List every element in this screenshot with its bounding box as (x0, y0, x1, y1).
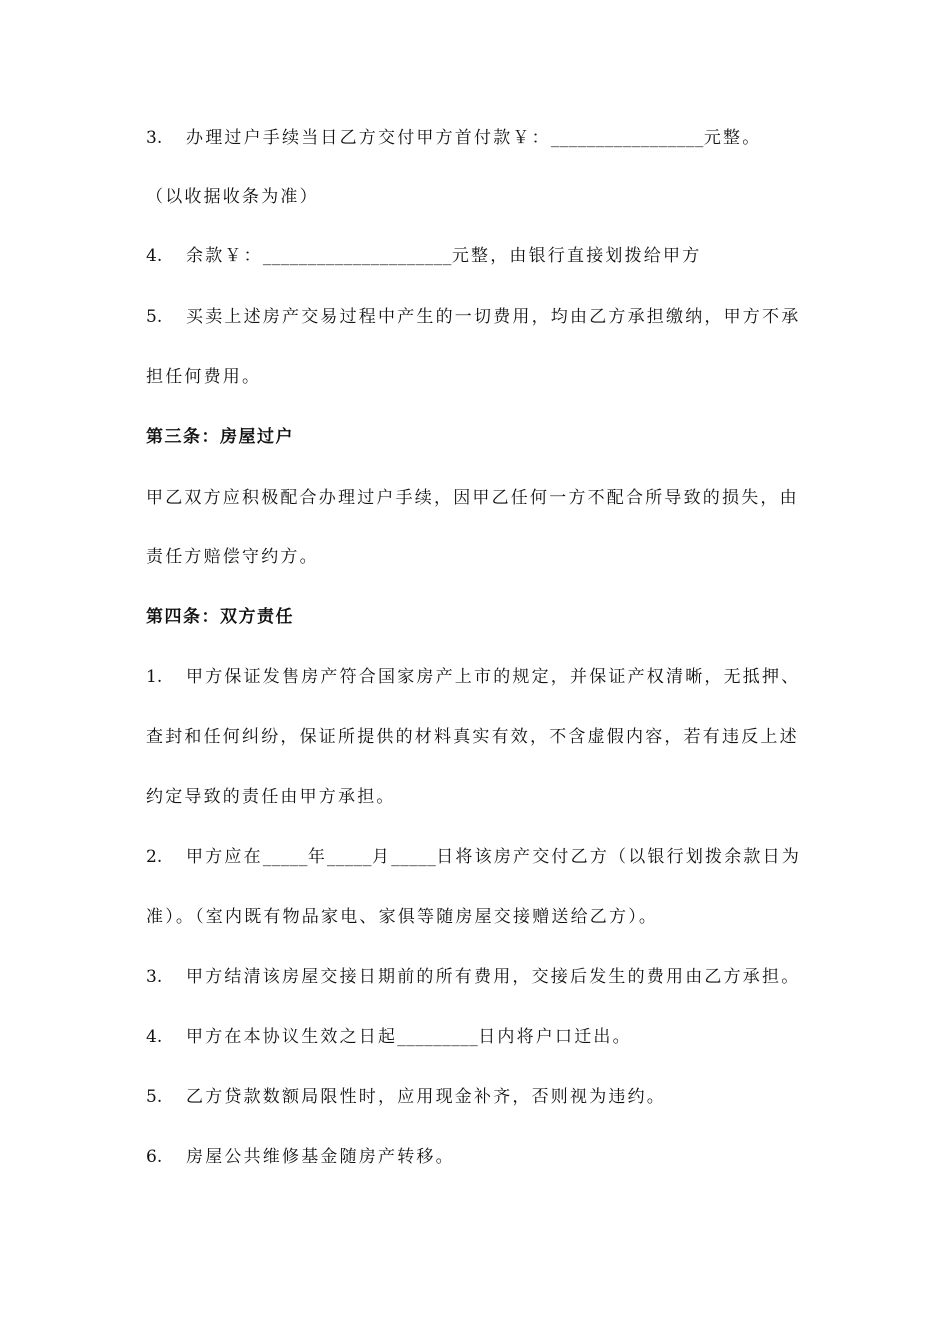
balance-line (146, 245, 701, 267)
down-payment-blank: _________________ (550, 128, 704, 148)
article-4-heading: 第四条：双方责任 (146, 607, 294, 627)
month-blank: _____ (327, 847, 373, 867)
article-3-heading: 第三条：房屋过户 (146, 427, 294, 447)
duty-2-cont: 准）。（室内既有物品家电、家俱等随房屋交接赠送给乙方）。 (146, 907, 659, 927)
duty-5-line (146, 1086, 666, 1108)
duty-6-text: 房屋公共维修基金随房产转移。 (186, 1147, 455, 1167)
item-number: 4. (146, 1027, 163, 1047)
fees-line (146, 306, 800, 328)
year-blank: _____ (262, 847, 308, 867)
duty-1-cont-1: 查封和任何纠纷，保证所提供的材料真实有效，不含虚假内容，若有违反上述 (146, 727, 799, 747)
item-number: 5. (146, 1087, 163, 1107)
duty-4-text-end: 日内将户口迁出。 (478, 1027, 632, 1047)
duty-3-text: 甲方结清该房屋交接日期前的所有费用，交接后发生的费用由乙方承担。 (186, 967, 801, 987)
duty-2-text: 甲方应在 (186, 847, 263, 867)
item-number: 3. (146, 128, 163, 148)
days-blank: _________ (397, 1027, 479, 1047)
fees-line-cont: 担任何费用。 (146, 367, 262, 387)
duty-1-line (146, 666, 800, 688)
duty-1-text: 甲方保证发售房产符合国家房产上市的规定，并保证产权清晰，无抵押、 (186, 667, 801, 687)
duty-5-text: 乙方贷款数额局限性时，应用现金补齐，否则视为违约。 (186, 1087, 666, 1107)
item-number: 1. (146, 667, 163, 687)
article-3-body: 甲乙双方应积极配合办理过户手续，因甲乙任何一方不配合所导致的损失，由 (146, 488, 799, 508)
day-blank: _____ (391, 847, 437, 867)
duty-4-text: 甲方在本协议生效之日起 (186, 1027, 398, 1047)
article-3-body-cont: 责任方赔偿守约方。 (146, 547, 319, 567)
item-number: 6. (146, 1147, 163, 1167)
duty-4-line (146, 1026, 632, 1048)
duty-1-cont-2: 约定导致的责任由甲方承担。 (146, 787, 396, 807)
down-payment-text: 办理过户手续当日乙方交付甲方首付款￥： (186, 128, 551, 148)
down-payment-unit: 元整。 (703, 128, 762, 148)
balance-blank: _____________________ (262, 246, 452, 266)
item-number: 4. (146, 246, 163, 266)
duty-2-line (146, 846, 801, 868)
payment-down-note: （以收据收条为准） (146, 187, 319, 207)
duty-3-line (146, 966, 800, 988)
year-label: 年 (307, 847, 328, 867)
payment-down-line (146, 127, 761, 149)
duty-6-line (146, 1146, 455, 1168)
balance-unit: 元整，由银行直接划拨给甲方 (451, 246, 702, 266)
balance-text: 余款￥： (186, 246, 263, 266)
fees-text: 买卖上述房产交易过程中产生的一切费用，均由乙方承担缴纳，甲方不承 (186, 307, 801, 327)
month-label: 月 (372, 847, 392, 867)
item-number: 3. (146, 967, 163, 987)
item-number: 5. (146, 307, 163, 327)
item-number: 2. (146, 847, 163, 867)
duty-2-text-end: 日将该房产交付乙方（以银行划拨余款日为 (436, 847, 802, 867)
